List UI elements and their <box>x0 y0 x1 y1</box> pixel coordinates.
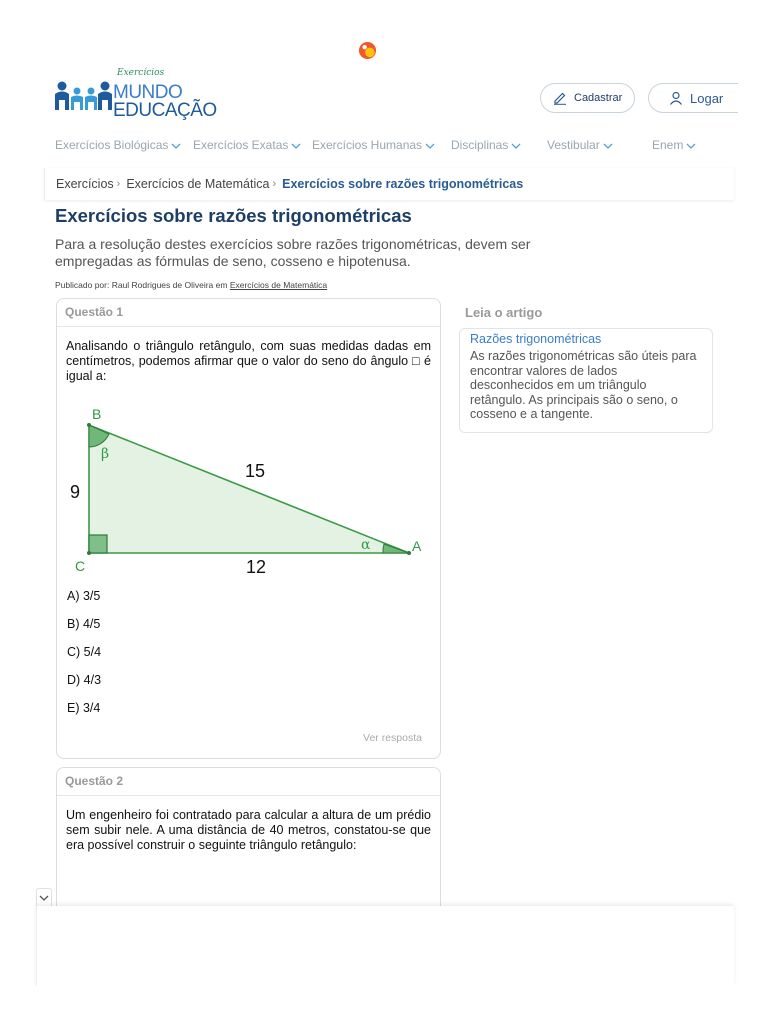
question-heading: Questão 2 <box>57 768 440 796</box>
option-d[interactable]: D) 4/3 <box>67 673 102 687</box>
logo-tagline: Exercícios <box>117 68 165 78</box>
breadcrumb-current: Exercícios sobre razões trigonométricas <box>282 177 524 191</box>
option-c[interactable]: C) 5/4 <box>67 645 102 659</box>
register-label: Cadastrar <box>574 92 623 104</box>
vertex-a-dot <box>407 551 411 555</box>
site-header <box>55 70 735 130</box>
breadcrumb-exercicios[interactable]: Exercícios <box>56 177 114 191</box>
nav-label: Exercícios Exatas <box>193 138 289 152</box>
byline-author: Publicado por: Raul Rodrigues de Oliveira em <box>55 280 228 290</box>
page-title: Exercícios sobre razões trigonométricas <box>55 205 412 226</box>
page-intro: Para a resolução destes exercícios sobre razões trigonométricas, devem ser empregadas as fórmulas de seno, cosseno e hipotenusa. <box>55 236 531 269</box>
nav-item-disciplinas[interactable] <box>451 138 521 152</box>
byline <box>55 280 327 290</box>
chevron-down-icon <box>171 142 181 150</box>
vertex-b-dot <box>87 423 91 427</box>
nav-label: Vestibular <box>547 138 600 152</box>
login-button[interactable] <box>648 83 738 113</box>
chevron-down-icon <box>511 142 521 150</box>
user-icon <box>669 91 683 105</box>
chevron-down-icon <box>425 142 435 150</box>
site-logo[interactable] <box>55 68 217 126</box>
related-article-description: As razões trigonométricas são úteis para encontrar valores de lados desconhecidos em um triângulo retângulo. As principais são o seno, o cosseno e a tangente. <box>470 349 697 421</box>
main-nav <box>55 138 735 154</box>
question-text: Analisando o triângulo retângulo, com suas medidas dadas em centímetros, podemos afirmar que o valor do seno do ângulo □ é igual a: <box>66 339 431 383</box>
logo-line-educacao: EDUCAÇÃO <box>113 100 217 121</box>
nav-item-exercicios-exatas[interactable] <box>193 138 301 152</box>
chevron-down-icon <box>39 894 49 902</box>
triangle-shape <box>89 425 409 553</box>
nav-label: Enem <box>652 138 684 152</box>
question-card-1 <box>56 298 441 759</box>
option-e[interactable]: E) 3/4 <box>67 701 101 715</box>
byline-category-link[interactable]: Exercícios de Matemática <box>229 280 328 290</box>
triangle-figure <box>65 399 435 584</box>
login-label: Logar <box>690 90 724 106</box>
chevron-down-icon <box>291 142 301 150</box>
question-heading: Questão 1 <box>57 299 440 327</box>
angle-alpha-label: α <box>361 537 371 553</box>
logo-line-mundo: MUNDO <box>113 82 183 103</box>
nav-label: Exercícios Biológicas <box>55 138 169 152</box>
collapse-banner-button[interactable] <box>36 888 52 906</box>
ad-choices-icon[interactable] <box>358 41 377 60</box>
breadcrumb-separator-icon: › <box>116 178 121 190</box>
related-article-card[interactable] <box>459 328 713 433</box>
pencil-icon <box>553 91 567 105</box>
breadcrumb <box>44 168 734 200</box>
side-ab-label: 15 <box>245 461 266 481</box>
nav-item-exercicios-humanas[interactable] <box>312 138 435 152</box>
vertex-b-label: B <box>92 406 102 422</box>
answer-options <box>67 589 101 729</box>
vertex-a-label: A <box>412 538 422 554</box>
register-button[interactable] <box>540 83 635 113</box>
question-text: Um engenheiro foi contratado para calcular a altura de um prédio sem subir nele. A uma distância de 40 metros, constatou-se que era possível construir o seguinte triângulo retângulo: <box>66 808 431 852</box>
right-angle-marker <box>89 535 107 553</box>
chevron-down-icon <box>686 142 696 150</box>
logo-people-icon <box>55 80 113 126</box>
vertex-c-dot <box>87 551 91 555</box>
side-bc-label: 9 <box>70 482 81 502</box>
vertex-c-label: C <box>75 558 86 574</box>
angle-beta-label: β <box>101 446 110 462</box>
option-b[interactable]: B) 4/5 <box>67 617 101 631</box>
breadcrumb-separator-icon: › <box>272 178 277 190</box>
nav-label: Exercícios Humanas <box>312 138 423 152</box>
chevron-down-icon <box>603 142 613 150</box>
nav-label: Disciplinas <box>451 138 509 152</box>
option-a[interactable]: A) 3/5 <box>67 589 101 603</box>
related-article-title[interactable]: Razões trigonométricas <box>470 332 602 346</box>
nav-item-enem[interactable] <box>652 138 696 152</box>
bottom-ad-banner <box>36 906 734 986</box>
angle-alpha-arc <box>383 544 409 553</box>
breadcrumb-exercicios-matematica[interactable]: Exercícios de Matemática <box>126 177 270 191</box>
nav-item-vestibular[interactable] <box>547 138 613 152</box>
nav-item-exercicios-biologicas[interactable] <box>55 138 181 152</box>
show-answer-button[interactable]: Ver resposta <box>363 732 422 744</box>
side-ca-label: 12 <box>246 557 267 577</box>
sidebar-heading: Leia o artigo <box>465 305 543 320</box>
